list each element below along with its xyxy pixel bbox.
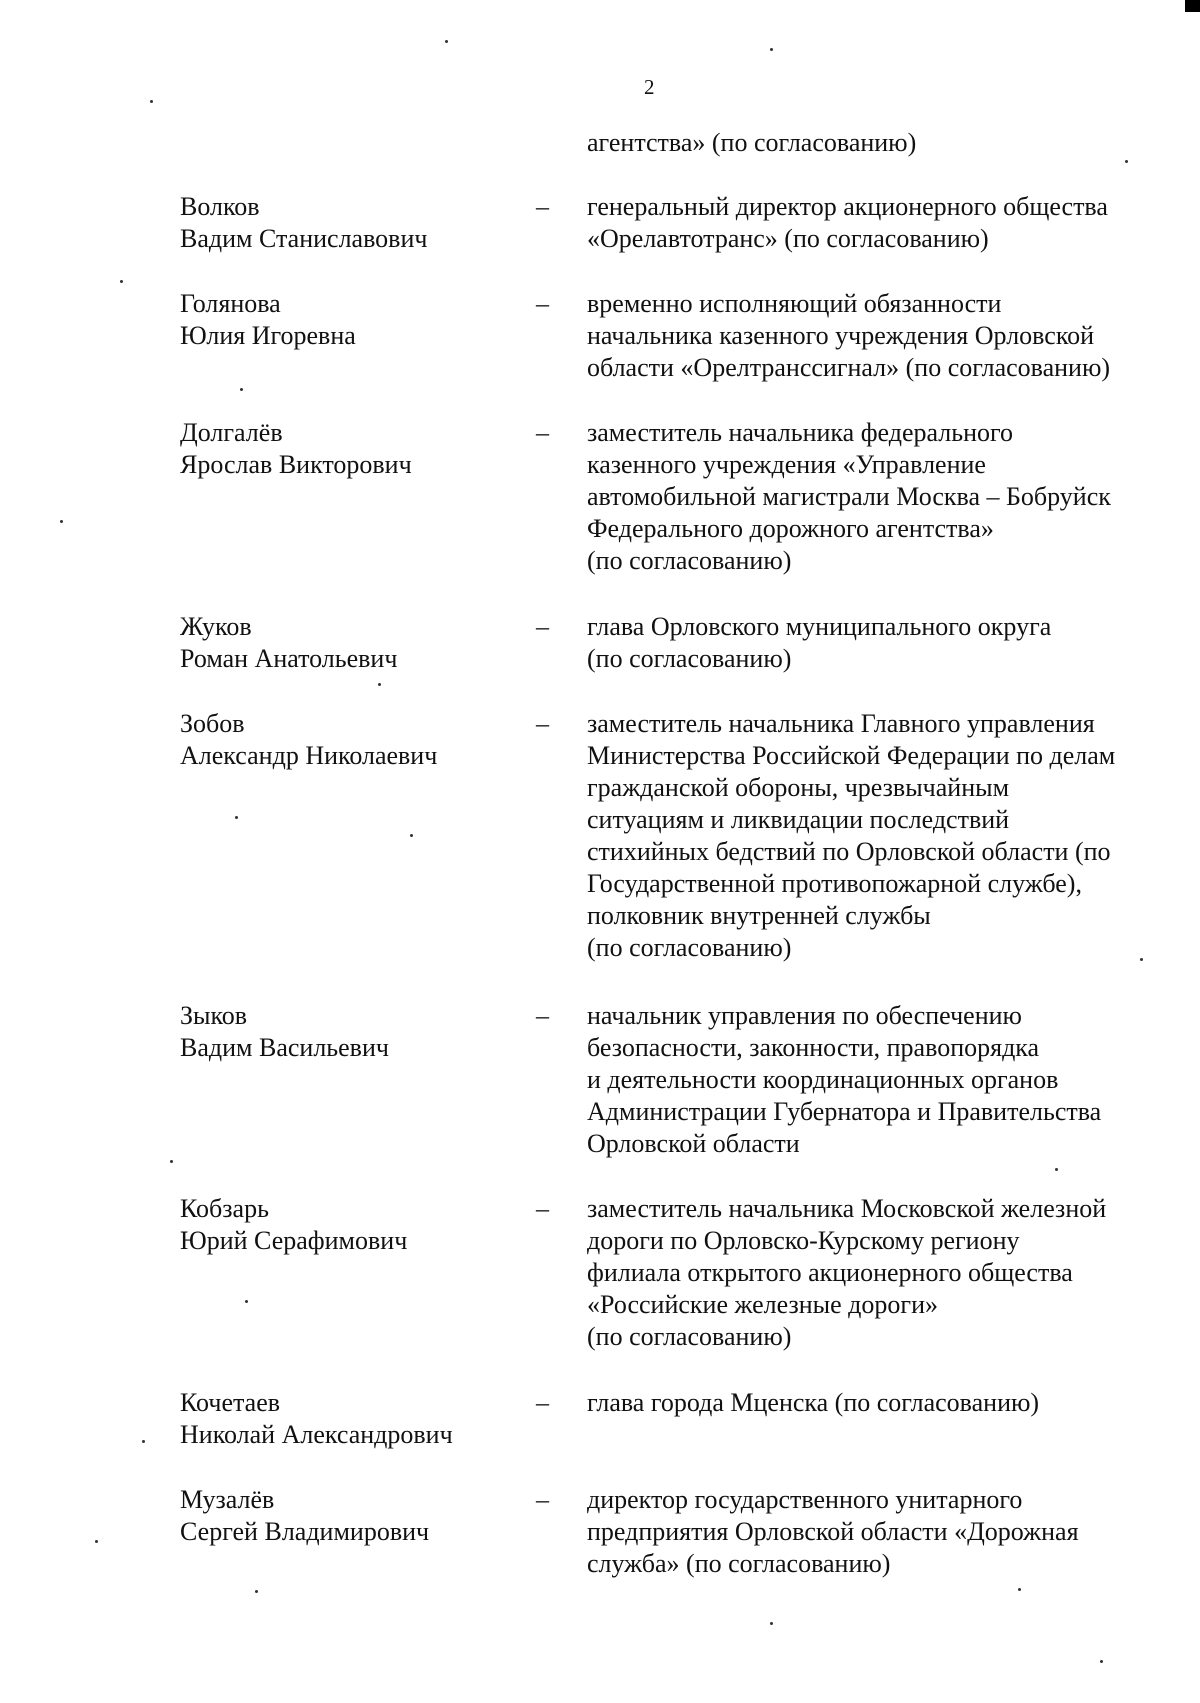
member-given-names: Вадим Васильевич bbox=[180, 1033, 389, 1062]
page-number: 2 bbox=[644, 75, 655, 99]
member-name bbox=[180, 1000, 540, 1064]
member-name bbox=[180, 611, 540, 675]
member-name bbox=[180, 288, 540, 352]
dash-separator: – bbox=[536, 289, 549, 318]
scan-speck bbox=[410, 834, 413, 837]
scan-speck bbox=[770, 1622, 773, 1625]
position-line: Администрации Губернатора и Правительства bbox=[587, 1097, 1102, 1126]
position-line: Орловской области bbox=[587, 1129, 800, 1158]
position-line: предприятия Орловской области «Дорожная bbox=[587, 1517, 1079, 1546]
position-line: стихийных бедствий по Орловской области (по bbox=[587, 837, 1111, 866]
member-surname: Музалёв bbox=[180, 1485, 275, 1514]
member-surname: Голянова bbox=[180, 289, 281, 318]
scan-speck bbox=[1100, 1660, 1103, 1663]
dash-separator: – bbox=[536, 612, 549, 641]
member-given-names: Сергей Владимирович bbox=[180, 1517, 430, 1546]
dash-separator: – bbox=[536, 418, 549, 447]
position-line: ситуациям и ликвидации последствий bbox=[587, 805, 1010, 834]
scan-speck bbox=[142, 1440, 145, 1443]
continuation-text: агентства» (по согласованию) bbox=[587, 128, 917, 157]
member-position bbox=[587, 708, 1187, 964]
position-line: глава города Мценска (по согласованию) bbox=[587, 1388, 1040, 1417]
member-surname: Зобов bbox=[180, 709, 245, 738]
member-name bbox=[180, 1484, 540, 1548]
scan-speck bbox=[770, 48, 773, 51]
scan-speck bbox=[1125, 160, 1128, 163]
position-line: области «Орелтранссигнал» (по согласованию) bbox=[587, 353, 1111, 382]
member-surname: Жуков bbox=[180, 612, 252, 641]
dash-separator: – bbox=[536, 192, 549, 221]
scan-speck bbox=[255, 1590, 258, 1593]
dash-separator: – bbox=[536, 1388, 549, 1417]
member-name bbox=[180, 191, 540, 255]
position-line: заместитель начальника Главного управления bbox=[587, 709, 1095, 738]
dash-separator: – bbox=[536, 709, 549, 738]
scan-speck bbox=[1018, 1588, 1021, 1591]
member-position bbox=[587, 611, 1187, 675]
member-position bbox=[587, 1000, 1187, 1160]
member-surname: Долгалёв bbox=[180, 418, 283, 447]
scan-speck bbox=[95, 1540, 98, 1543]
position-line: Федерального дорожного агентства» bbox=[587, 514, 994, 543]
position-line: дороги по Орловско-Курскому региону bbox=[587, 1226, 1020, 1255]
member-given-names: Роман Анатольевич bbox=[180, 644, 398, 673]
member-name bbox=[180, 1193, 540, 1257]
member-surname: Волков bbox=[180, 192, 260, 221]
dash-separator: – bbox=[536, 1485, 549, 1514]
dash-separator: – bbox=[536, 1194, 549, 1223]
position-line: начальник управления по обеспечению bbox=[587, 1001, 1022, 1030]
member-surname: Зыков bbox=[180, 1001, 248, 1030]
scan-speck bbox=[245, 1300, 248, 1303]
scan-speck bbox=[445, 40, 448, 43]
member-position bbox=[587, 191, 1187, 255]
position-line: заместитель начальника федерального bbox=[587, 418, 1014, 447]
scan-corner-mark bbox=[1185, 0, 1200, 12]
position-line: полковник внутренней службы bbox=[587, 901, 931, 930]
member-given-names: Ярослав Викторович bbox=[180, 450, 412, 479]
position-line: и деятельности координационных органов bbox=[587, 1065, 1059, 1094]
position-line: начальника казенного учреждения Орловской bbox=[587, 321, 1095, 350]
member-given-names: Николай Александрович bbox=[180, 1420, 453, 1449]
position-line: заместитель начальника Московской железной bbox=[587, 1194, 1107, 1223]
scan-speck bbox=[170, 1160, 173, 1163]
member-position bbox=[587, 417, 1187, 577]
member-name bbox=[180, 1387, 540, 1451]
member-given-names: Юлия Игоревна bbox=[180, 321, 356, 350]
position-line: филиала открытого акционерного общества bbox=[587, 1258, 1073, 1287]
scan-speck bbox=[120, 280, 123, 283]
member-given-names: Александр Николаевич bbox=[180, 741, 438, 770]
member-position bbox=[587, 1387, 1187, 1419]
scan-speck bbox=[150, 100, 153, 103]
position-line: (по согласованию) bbox=[587, 546, 792, 575]
member-given-names: Юрий Серафимович bbox=[180, 1226, 408, 1255]
position-line: генеральный директор акционерного общества bbox=[587, 192, 1108, 221]
scan-speck bbox=[1140, 958, 1143, 961]
member-position bbox=[587, 288, 1187, 384]
position-line: Министерства Российской Федерации по делам bbox=[587, 741, 1116, 770]
position-line: безопасности, законности, правопорядка bbox=[587, 1033, 1040, 1062]
scan-speck bbox=[60, 520, 63, 523]
member-position bbox=[587, 1193, 1187, 1353]
position-line: Государственной противопожарной службе), bbox=[587, 869, 1082, 898]
scan-speck bbox=[235, 816, 238, 819]
position-line: казенного учреждения «Управление bbox=[587, 450, 986, 479]
scan-speck bbox=[378, 683, 381, 686]
position-line: служба» (по согласованию) bbox=[587, 1549, 891, 1578]
member-surname: Кобзарь bbox=[180, 1194, 269, 1223]
position-line: «Орелавтотранс» (по согласованию) bbox=[587, 224, 989, 253]
scan-speck bbox=[1055, 1168, 1058, 1171]
position-line: «Российские железные дороги» bbox=[587, 1290, 938, 1319]
position-line: (по согласованию) bbox=[587, 1322, 792, 1351]
dash-separator: – bbox=[536, 1001, 549, 1030]
position-line: директор государственного унитарного bbox=[587, 1485, 1023, 1514]
member-name bbox=[180, 417, 540, 481]
position-line: (по согласованию) bbox=[587, 933, 792, 962]
member-given-names: Вадим Станиславович bbox=[180, 224, 428, 253]
scan-speck bbox=[240, 388, 243, 391]
position-line: гражданской обороны, чрезвычайным bbox=[587, 773, 1010, 802]
position-line: глава Орловского муниципального округа bbox=[587, 612, 1052, 641]
position-line: временно исполняющий обязанности bbox=[587, 289, 1002, 318]
member-name bbox=[180, 708, 540, 772]
position-line: (по согласованию) bbox=[587, 644, 792, 673]
position-line: автомобильной магистрали Москва – Бобруйск bbox=[587, 482, 1111, 511]
member-position bbox=[587, 1484, 1187, 1580]
member-surname: Кочетаев bbox=[180, 1388, 281, 1417]
